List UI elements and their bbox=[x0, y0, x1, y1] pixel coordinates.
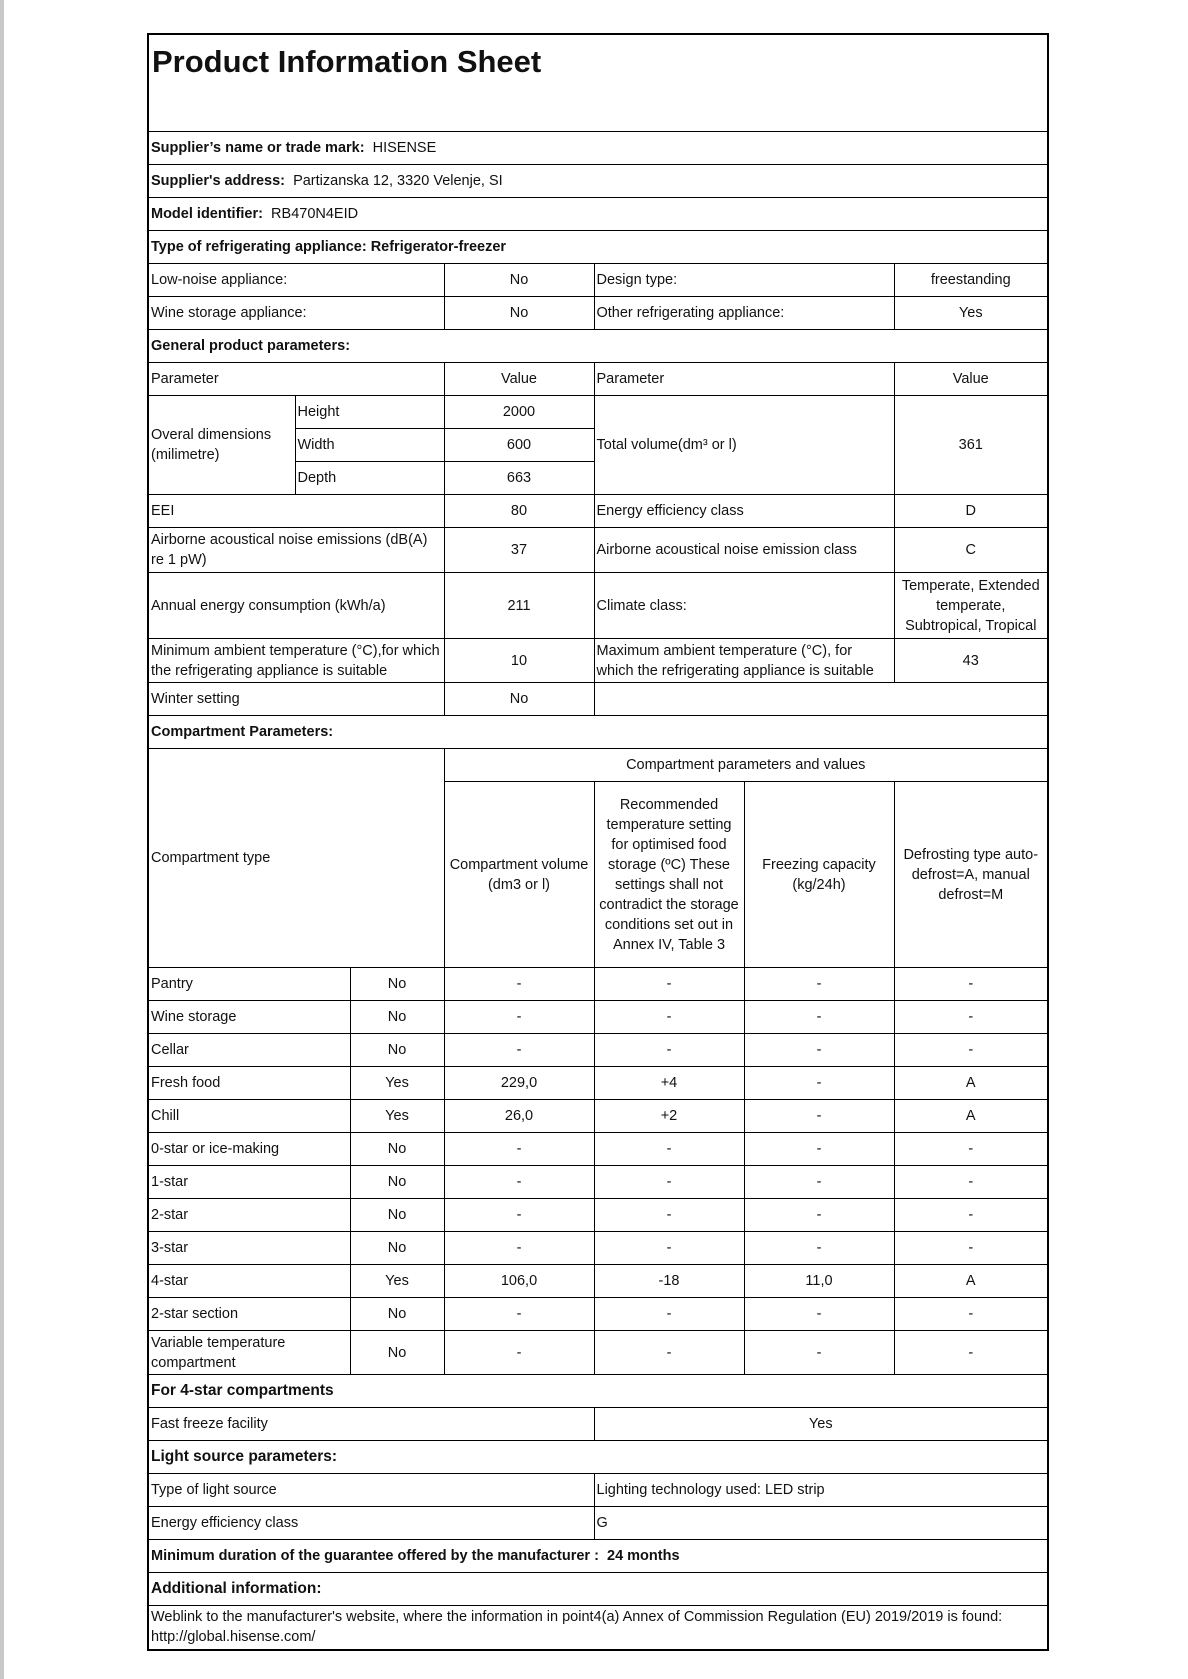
compartment-freeze: - bbox=[744, 1298, 894, 1331]
compartment-temp: -18 bbox=[594, 1265, 744, 1298]
noise-value: 37 bbox=[444, 528, 594, 573]
depth-value: 663 bbox=[444, 462, 594, 495]
compartment-present: No bbox=[350, 1298, 444, 1331]
compartment-temp: - bbox=[594, 1133, 744, 1166]
compartment-volume: - bbox=[444, 1232, 594, 1265]
compartment-temp: - bbox=[594, 968, 744, 1001]
compartment-group-header: Compartment parameters and values bbox=[444, 749, 1048, 782]
max-temp-value: 43 bbox=[894, 639, 1048, 683]
noise-class-label: Airborne acoustical noise emission class bbox=[594, 528, 894, 573]
guarantee-value: 24 months bbox=[607, 1548, 680, 1564]
compartment-defrost: - bbox=[894, 1034, 1048, 1067]
general-header: General product parameters: bbox=[148, 330, 1048, 363]
compartment-defrost: - bbox=[894, 1133, 1048, 1166]
eei-label: EEI bbox=[148, 495, 444, 528]
address-value: Partizanska 12, 3320 Velenje, SI bbox=[293, 173, 503, 189]
compartment-defrost: - bbox=[894, 1001, 1048, 1034]
noise-class-value: C bbox=[894, 528, 1048, 573]
col-volume-header: Compartment volume (dm3 or l) bbox=[444, 782, 594, 968]
compartment-name: Fresh food bbox=[148, 1067, 350, 1100]
width-value: 600 bbox=[444, 429, 594, 462]
compartment-defrost: - bbox=[894, 1199, 1048, 1232]
compartment-row bbox=[148, 1265, 1048, 1298]
light-type-label: Type of light source bbox=[148, 1474, 594, 1507]
param-header: Parameter bbox=[148, 363, 444, 396]
compartment-name: Chill bbox=[148, 1100, 350, 1133]
weblink-text: Weblink to the manufacturer's website, where the information in point4(a) Annex of Commission Regulation (EU) 2019/2019 is found: http://global.hisense.com/ bbox=[148, 1606, 1048, 1650]
winter-blank bbox=[594, 683, 1048, 716]
compartment-volume: 106,0 bbox=[444, 1265, 594, 1298]
compartment-temp: - bbox=[594, 1001, 744, 1034]
other-appliance-value: Yes bbox=[894, 297, 1048, 330]
compartment-row bbox=[148, 1298, 1048, 1331]
compartment-row bbox=[148, 1166, 1048, 1199]
model-row bbox=[148, 198, 1048, 231]
light-header: Light source parameters: bbox=[148, 1441, 1048, 1474]
compartment-name: 0-star or ice-making bbox=[148, 1133, 350, 1166]
compartment-row bbox=[148, 968, 1048, 1001]
compartment-name: Variable temperature compartment bbox=[148, 1331, 350, 1375]
compartment-name: 3-star bbox=[148, 1232, 350, 1265]
total-volume-value: 361 bbox=[894, 396, 1048, 495]
compartment-name: 2-star bbox=[148, 1199, 350, 1232]
compartment-volume: - bbox=[444, 1133, 594, 1166]
compartment-present: No bbox=[350, 1331, 444, 1375]
climate-label: Climate class: bbox=[594, 573, 894, 639]
compartment-present: No bbox=[350, 1133, 444, 1166]
dimensions-label: Overal dimensions (milimetre) bbox=[148, 396, 295, 495]
compartment-row bbox=[148, 1067, 1048, 1100]
min-temp-value: 10 bbox=[444, 639, 594, 683]
noise-label: Airborne acoustical noise emissions (dB(A) re 1 pW) bbox=[148, 528, 444, 573]
depth-label: Depth bbox=[295, 462, 444, 495]
max-temp-label: Maximum ambient temperature (°C), for which the refrigerating appliance is suitable bbox=[594, 639, 894, 683]
param-header-2: Parameter bbox=[594, 363, 894, 396]
col-freeze-header: Freezing capacity (kg/24h) bbox=[744, 782, 894, 968]
product-information-sheet bbox=[147, 33, 1047, 1651]
winter-label: Winter setting bbox=[148, 683, 444, 716]
compartment-present: Yes bbox=[350, 1100, 444, 1133]
compartment-temp: - bbox=[594, 1166, 744, 1199]
light-type-value: Lighting technology used: LED strip bbox=[594, 1474, 1048, 1507]
winter-value: No bbox=[444, 683, 594, 716]
compartment-freeze: - bbox=[744, 1133, 894, 1166]
total-volume-label: Total volume(dm³ or l) bbox=[594, 396, 894, 495]
value-header-2: Value bbox=[894, 363, 1048, 396]
compartment-present: No bbox=[350, 1232, 444, 1265]
compartment-defrost: - bbox=[894, 968, 1048, 1001]
address-row bbox=[148, 165, 1048, 198]
compartment-volume: - bbox=[444, 968, 594, 1001]
low-noise-value: No bbox=[444, 264, 594, 297]
compartment-volume: 229,0 bbox=[444, 1067, 594, 1100]
compartment-freeze: - bbox=[744, 1199, 894, 1232]
col-defrost-header: Defrosting type auto-defrost=A, manual defrost=M bbox=[894, 782, 1048, 968]
compartment-temp: - bbox=[594, 1232, 744, 1265]
page-edge bbox=[0, 0, 4, 1679]
supplier-value: HISENSE bbox=[372, 140, 437, 156]
wine-storage-value: No bbox=[444, 297, 594, 330]
compartment-defrost: - bbox=[894, 1298, 1048, 1331]
compartment-freeze: - bbox=[744, 1067, 894, 1100]
additional-header: Additional information: bbox=[148, 1573, 1048, 1606]
compartment-freeze: - bbox=[744, 1100, 894, 1133]
compartment-defrost: - bbox=[894, 1166, 1048, 1199]
compartment-temp: +4 bbox=[594, 1067, 744, 1100]
compartment-name: Wine storage bbox=[148, 1001, 350, 1034]
compartment-present: No bbox=[350, 1001, 444, 1034]
compartment-defrost: A bbox=[894, 1067, 1048, 1100]
compartment-name: 4-star bbox=[148, 1265, 350, 1298]
compartment-header: Compartment Parameters: bbox=[148, 716, 1048, 749]
light-class-value: G bbox=[594, 1507, 1048, 1540]
annual-energy-label: Annual energy consumption (kWh/a) bbox=[148, 573, 444, 639]
compartment-present: Yes bbox=[350, 1265, 444, 1298]
compartment-temp: - bbox=[594, 1331, 744, 1375]
wine-storage-label: Wine storage appliance: bbox=[148, 297, 444, 330]
compartment-freeze: 11,0 bbox=[744, 1265, 894, 1298]
sheet-table bbox=[147, 33, 1049, 1651]
energy-class-value: D bbox=[894, 495, 1048, 528]
compartment-row bbox=[148, 1232, 1048, 1265]
fast-freeze-label: Fast freeze facility bbox=[148, 1408, 594, 1441]
compartment-present: No bbox=[350, 1034, 444, 1067]
compartment-volume: - bbox=[444, 1166, 594, 1199]
compartment-volume: 26,0 bbox=[444, 1100, 594, 1133]
supplier-row bbox=[148, 132, 1048, 165]
compartment-row bbox=[148, 1034, 1048, 1067]
compartment-present: Yes bbox=[350, 1067, 444, 1100]
compartment-name: 2-star section bbox=[148, 1298, 350, 1331]
compartment-defrost: A bbox=[894, 1265, 1048, 1298]
compartment-temp: - bbox=[594, 1034, 744, 1067]
page-title: Product Information Sheet bbox=[148, 34, 1048, 132]
compartment-name: 1-star bbox=[148, 1166, 350, 1199]
min-temp-label: Minimum ambient temperature (°C),for which the refrigerating appliance is suitable bbox=[148, 639, 444, 683]
four-star-header: For 4-star compartments bbox=[148, 1375, 1048, 1408]
climate-value: Temperate, Extended temperate, Subtropical, Tropical bbox=[894, 573, 1048, 639]
light-class-label: Energy efficiency class bbox=[148, 1507, 594, 1540]
width-label: Width bbox=[295, 429, 444, 462]
model-label: Model identifier: bbox=[151, 206, 263, 222]
compartment-defrost: - bbox=[894, 1331, 1048, 1375]
compartment-row bbox=[148, 1199, 1048, 1232]
height-label: Height bbox=[295, 396, 444, 429]
compartment-temp: - bbox=[594, 1298, 744, 1331]
model-value: RB470N4EID bbox=[271, 206, 359, 222]
compartment-freeze: - bbox=[744, 1232, 894, 1265]
design-type-label: Design type: bbox=[594, 264, 894, 297]
compartment-volume: - bbox=[444, 1199, 594, 1232]
address-label: Supplier's address: bbox=[151, 173, 285, 189]
compartment-row bbox=[148, 1133, 1048, 1166]
compartment-type-header: Compartment type bbox=[148, 749, 444, 968]
compartment-row bbox=[148, 1100, 1048, 1133]
compartment-freeze: - bbox=[744, 968, 894, 1001]
compartment-freeze: - bbox=[744, 1001, 894, 1034]
compartment-temp: +2 bbox=[594, 1100, 744, 1133]
energy-class-label: Energy efficiency class bbox=[594, 495, 894, 528]
compartment-volume: - bbox=[444, 1034, 594, 1067]
design-type-value: freestanding bbox=[894, 264, 1048, 297]
height-value: 2000 bbox=[444, 396, 594, 429]
compartment-present: No bbox=[350, 968, 444, 1001]
supplier-label: Supplier’s name or trade mark: bbox=[151, 140, 365, 156]
annual-energy-value: 211 bbox=[444, 573, 594, 639]
other-appliance-label: Other refrigerating appliance: bbox=[594, 297, 894, 330]
compartment-name: Pantry bbox=[148, 968, 350, 1001]
guarantee-row bbox=[148, 1540, 1048, 1573]
compartment-volume: - bbox=[444, 1331, 594, 1375]
compartment-name: Cellar bbox=[148, 1034, 350, 1067]
compartment-freeze: - bbox=[744, 1331, 894, 1375]
compartment-temp: - bbox=[594, 1199, 744, 1232]
compartment-row bbox=[148, 1331, 1048, 1375]
low-noise-label: Low-noise appliance: bbox=[148, 264, 444, 297]
compartment-volume: - bbox=[444, 1298, 594, 1331]
compartment-volume: - bbox=[444, 1001, 594, 1034]
appliance-type: Type of refrigerating appliance: Refrigerator-freezer bbox=[148, 231, 1048, 264]
compartment-row bbox=[148, 1001, 1048, 1034]
eei-value: 80 bbox=[444, 495, 594, 528]
col-temp-header: Recommended temperature setting for optimised food storage (ºC) These settings shall not contradict the storage conditions set out in Annex IV, Table 3 bbox=[594, 782, 744, 968]
guarantee-label: Minimum duration of the guarantee offered by the manufacturer : bbox=[151, 1548, 599, 1564]
compartment-present: No bbox=[350, 1199, 444, 1232]
compartment-present: No bbox=[350, 1166, 444, 1199]
compartment-freeze: - bbox=[744, 1034, 894, 1067]
compartment-defrost: - bbox=[894, 1232, 1048, 1265]
compartment-freeze: - bbox=[744, 1166, 894, 1199]
fast-freeze-value: Yes bbox=[594, 1408, 1048, 1441]
compartment-defrost: A bbox=[894, 1100, 1048, 1133]
value-header: Value bbox=[444, 363, 594, 396]
